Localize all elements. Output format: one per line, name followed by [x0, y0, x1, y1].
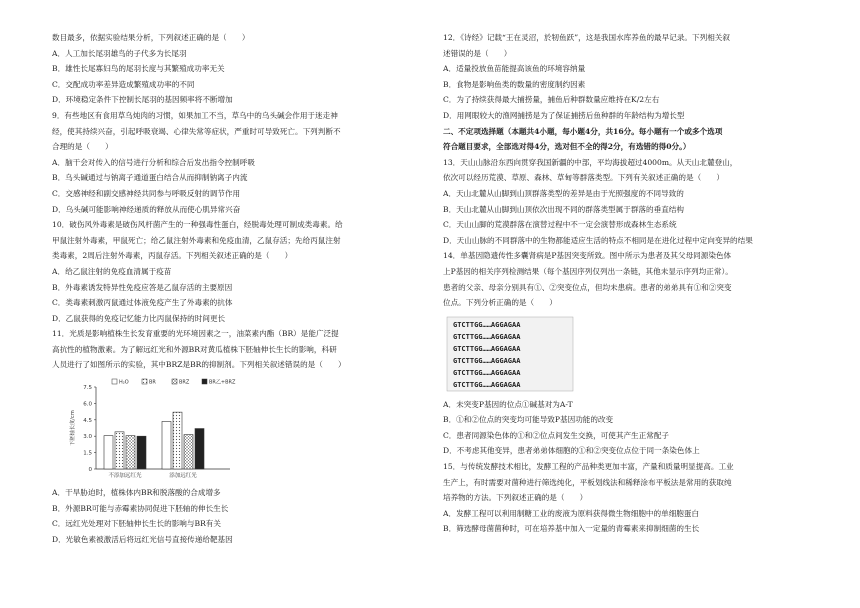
text-line: 11．光质是影响植株生长发育重要的光环境因素之一，油菜素内酯（BR）是能广泛提	[52, 329, 339, 339]
left-column	[52, 30, 392, 547]
legend-label: BR	[149, 379, 156, 386]
section-header-line: 二、不定项选择题（本题共4小题，每小题4分，共16分。每小题有一个或多个选项	[443, 126, 723, 136]
y-tick-label: 0	[88, 467, 92, 474]
text-line: 15．与传统发酵技术相比，发酵工程的产品种类更加丰富，产量和质量明显提高。工业	[443, 462, 734, 472]
text-line: 生产上，有时需要对菌种进行筛选纯化，平板划线法和稀释涂布平板法是常用的获取纯	[443, 477, 732, 487]
y-axis-label: 下胚轴长度/cm	[70, 410, 76, 446]
option-line: A．干旱胁迫时，植株体内BR和脱落酸的合成增多	[52, 488, 221, 498]
text-line: 14．单基因隐遗传性多囊肾病是P基因突变所致。图中所示为患者及其父母同源染色体	[443, 251, 732, 261]
legend-label: BR乙+BRZ	[209, 379, 236, 386]
text-line: B．①和②位点的突变均可能导致P基因功能的改变	[443, 415, 614, 425]
text-line: C．类毒素刺激丙鼠通过体液免疫产生了外毒素的抗体	[52, 298, 233, 308]
right-column	[443, 30, 788, 537]
text-line: A．人工加长尾羽雄鸟的子代多为长尾羽	[52, 48, 187, 58]
option-line: B．外源BR可能与赤霉素协同促进下胚轴的伸长生长	[52, 503, 229, 513]
text-line: 数目最多，依据实验结果分析，下列叙述正确的是（ ）	[52, 33, 250, 42]
text-line: B．乌头碱通过与钠离子通道蛋白结合从而抑制钠离子内流	[52, 173, 248, 183]
bar	[173, 412, 182, 469]
bar	[195, 429, 204, 469]
text-line: A．发酵工程可以利用制糖工业的废液为原料获得微生物细胞中的单细胞蛋白	[443, 508, 700, 518]
text-line: B．食物是影响鱼类的数量的密度制约因素	[443, 79, 586, 89]
legend-label: BRZ	[179, 379, 190, 386]
text-line: B．雄性长尾寡妇鸟的尾羽长度与其繁殖成功率无关	[52, 64, 225, 74]
option-line: D．光敏色素被激活后将远红光信号直接传递给靶基因	[52, 534, 233, 544]
text-line: A．天山北麓从山脚到山顶群落类型的差异是由于光照强度的不同导致的	[443, 188, 684, 198]
text-line: B．外毒素诱发特异性免疫应答是乙鼠存活的主要原因	[52, 282, 233, 292]
sequence-row: GTCTTGG……AGGAGAA	[453, 332, 521, 341]
text-line: C．交感神经和副交感神经共同参与呼吸反射的调节作用	[52, 188, 241, 198]
text-line: 述错误的是（ ）	[443, 48, 512, 58]
text-line: D．天山山脉的不同群落中的生物都能适应生活的特点不相同是在进化过程中定向变异的结果	[443, 235, 753, 245]
text-line: D．乙鼠获得的免疫记忆能力比丙鼠保持的时间更长	[52, 313, 226, 323]
legend-swatch	[112, 379, 117, 384]
sequence-row: GTCTTGG……AGGAGAA	[453, 344, 521, 353]
legend-swatch	[142, 379, 147, 384]
sequence-row: GTCTTGG……AGGAGAA	[453, 356, 521, 365]
y-tick-label: 7.5	[83, 385, 92, 392]
legend-label: H₂O	[119, 379, 129, 386]
y-tick-label: 3.0	[83, 434, 92, 441]
text-line: 培养物的方法。下列叙述正确的是（ ）	[443, 493, 588, 503]
bar	[137, 436, 146, 469]
y-tick-label: 4.5	[83, 417, 92, 424]
text-line: A．脑干会对传入的信号进行分析和综合后发出指令控制呼吸	[52, 157, 255, 167]
option-line: C．远红光处理对下胚轴伸长生长的影响与BR有关	[52, 519, 221, 529]
text-line: D．乌头碱可能影响神经递质的释放从而使心肌异常兴奋	[52, 204, 241, 214]
text-line: B．天山北麓从山脚到山顶依次出现不同的群落类型属于群落的垂直结构	[443, 204, 684, 214]
text-line: 12．《诗经》记载“王在灵沼，於牣鱼跃”，这是我国水库养鱼的最早记录。下列相关叙	[443, 33, 730, 42]
text-line: 合理的是（ ）	[52, 142, 113, 152]
y-tick-label: 1.5	[83, 450, 92, 457]
text-line: A．给乙鼠注射的免疫血清属于疫苗	[52, 266, 172, 276]
text-line: 10．破伤风外毒素是破伤风杆菌产生的一种强毒性蛋白，经脱毒处理可制成类毒素。给	[52, 220, 343, 230]
text-line: 9．有些地区有食用草乌炖肉的习惯，如果加工不当，草乌中的乌头碱会作用于迷走神	[52, 110, 338, 120]
text-line: 上P基因的相关序列检测结果（每个基因序列仅列出一条链，其他未显示序列均正常）。	[443, 266, 733, 276]
sequence-row: GTCTTGG……AGGAGAA	[453, 368, 521, 377]
text-line: A．未突变P基因的位点①碱基对为A-T	[443, 399, 573, 409]
sequence-row: GTCTTGG……AGGAGAA	[453, 320, 521, 329]
text-line: C．天山山脚的荒漠群落在演替过程中不一定会演替形成森林生态系统	[443, 220, 677, 230]
text-line: D．用网眼较大的渔网捕捞是为了保证捕捞后鱼种群的年龄结构为增长型	[443, 110, 685, 120]
text-line: 高抗性的植物激素。为了解远红光和外源BR对黄瓜植株下胚轴伸长生长的影响，科研	[52, 344, 337, 354]
bar	[162, 422, 171, 470]
text-line: D．环境稳定条件下控制长尾羽的基因频率将不断增加	[52, 95, 233, 105]
legend-swatch	[172, 379, 177, 384]
sequence-row: GTCTTGG……AGGAGAA	[453, 380, 521, 389]
text-line: C．患者同源染色体的①和②位点间发生交换，可使其产生正常配子	[443, 430, 670, 440]
bar-chart	[52, 375, 392, 483]
text-line: C．为了持续获得最大捕捞量，捕鱼后种群数量应维持在K/2左右	[443, 95, 660, 105]
y-tick-label: 6.0	[83, 401, 92, 408]
legend-swatch	[202, 379, 207, 384]
sequence-figure	[443, 313, 788, 395]
sequence-alignment	[443, 313, 788, 395]
text-line: 患者的父亲、母亲分别具有①、②突变位点，但均未患病。患者的弟弟具有①和②突变	[443, 282, 732, 292]
text-line: 依次可以经历荒漠、草原、森林、草甸等群落类型。下列有关叙述正确的是（ ）	[443, 173, 724, 183]
text-line: 经，使其持续兴奋，引起呼吸衰竭、心律失常等症状，严重时可导致死亡。下列判断不	[52, 126, 341, 136]
bar-chart-figure	[52, 375, 392, 483]
text-line: C．交配成功率差异造成繁殖成功率的不同	[52, 79, 195, 89]
x-category-label: 不添加远红光	[108, 473, 142, 480]
text-line: 类毒素，2周后注射外毒素，丙鼠存活。下列相关叙述正确的是（ ）	[52, 251, 293, 261]
text-line: 甲鼠注射外毒素，甲鼠死亡；给乙鼠注射外毒素和免疫血清，乙鼠存活；先给丙鼠注射	[52, 235, 341, 245]
text-line: 13．天山山脉沿东西向贯穿我国新疆的中部，平均海拔超过4000m。从天山北麓登山，	[443, 157, 738, 167]
text-line: B．筛选酵母菌菌种时，可在培养基中加入一定量的青霉素来抑制细菌的生长	[443, 524, 700, 534]
text-line: A．适量投放鱼苗能提高该鱼的环境容纳量	[443, 64, 586, 74]
bar	[104, 436, 113, 469]
bar	[115, 432, 124, 469]
x-category-label: 添加远红光	[169, 473, 197, 480]
text-line: D．不考虑其他变异，患者弟弟体细胞的①和②突变位点位于同一条染色体上	[443, 446, 700, 456]
bar	[126, 436, 135, 469]
text-line: 位点。下列分析正确的是（ ）	[443, 298, 557, 308]
section-header-line: 符合题目要求，全部选对得4分，选对但不全的得2分，有选错的得0分。）	[443, 142, 691, 152]
bar	[184, 435, 193, 469]
text-line: 人员进行了如图所示的实验，其中BRZ是BR的抑制剂。下列相关叙述错误的是（ ）	[52, 360, 346, 370]
